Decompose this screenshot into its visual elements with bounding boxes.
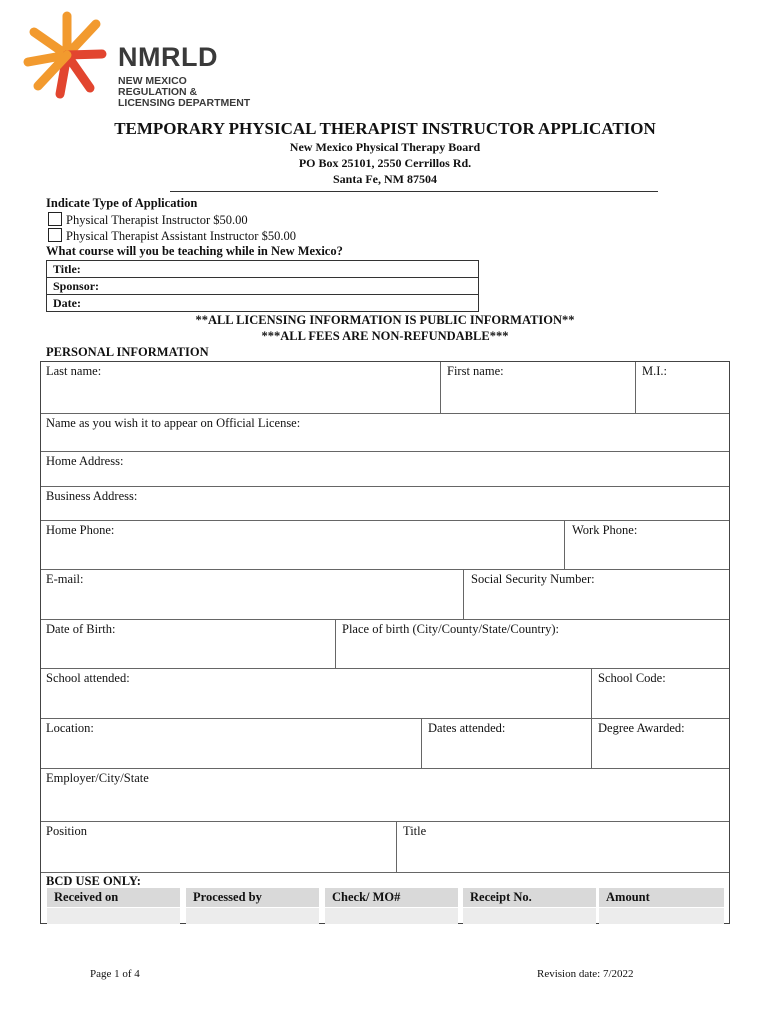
degree-awarded-field[interactable]: Degree Awarded: <box>598 721 685 735</box>
checkbox-pta-instructor[interactable] <box>48 228 62 242</box>
ssn-field[interactable]: Social Security Number: <box>471 572 595 586</box>
first-name-field[interactable]: First name: <box>447 364 504 378</box>
home-phone-field[interactable]: Home Phone: <box>46 523 115 537</box>
bcd-use-heading: BCD USE ONLY: <box>46 874 141 888</box>
starburst-logo-icon <box>22 10 112 100</box>
bcd-processed-cell <box>186 908 319 924</box>
revision-date: Revision date: 7/2022 <box>537 968 634 980</box>
non-refundable-notice: ***ALL FEES ARE NON-REFUNDABLE*** <box>261 329 509 343</box>
form-title: TEMPORARY PHYSICAL THERAPIST INSTRUCTOR APPLICATION <box>114 119 656 138</box>
brand-subtitle: NEW MEXICO REGULATION & LICENSING DEPARTMENT <box>118 75 251 109</box>
business-address-field[interactable]: Business Address: <box>46 489 138 503</box>
bcd-check-cell <box>325 908 458 924</box>
date-of-birth-field[interactable]: Date of Birth: <box>46 622 116 636</box>
last-name-field[interactable]: Last name: <box>46 364 102 378</box>
personal-info-grid <box>40 361 730 924</box>
page-number: Page 1 of 4 <box>90 968 140 980</box>
position-field[interactable]: Position <box>46 824 87 838</box>
course-title-field[interactable]: Title: <box>47 261 478 278</box>
bcd-amount-cell <box>599 908 724 924</box>
personal-info-heading: PERSONAL INFORMATION <box>46 345 209 359</box>
email-field[interactable]: E-mail: <box>46 572 84 586</box>
nmrld-logo <box>22 10 272 110</box>
work-phone-field[interactable]: Work Phone: <box>572 523 638 537</box>
birth-place-field[interactable]: Place of birth (City/County/State/Country): <box>342 622 559 636</box>
middle-initial-field[interactable]: M.I.: <box>642 364 667 378</box>
application-type-heading: Indicate Type of Application <box>46 196 198 210</box>
dates-attended-field[interactable]: Dates attended: <box>428 721 506 735</box>
header-divider <box>170 191 658 192</box>
board-address-line2: Santa Fe, NM 87504 <box>333 172 437 186</box>
school-code-field[interactable]: School Code: <box>598 671 666 685</box>
checkbox-pt-instructor[interactable] <box>48 212 62 226</box>
course-sponsor-field[interactable]: Sponsor: <box>47 278 478 295</box>
employer-field[interactable]: Employer/City/State <box>46 771 149 785</box>
bcd-received-cell <box>47 908 180 924</box>
bcd-header-receipt: Receipt No. <box>463 888 596 907</box>
public-info-notice: **ALL LICENSING INFORMATION IS PUBLIC INFORMATION** <box>195 313 575 327</box>
course-date-field[interactable]: Date: <box>53 296 81 310</box>
bcd-receipt-cell <box>463 908 596 924</box>
board-address-line1: PO Box 25101, 2550 Cerrillos Rd. <box>298 156 472 170</box>
bcd-header-received: Received on <box>47 888 180 907</box>
board-name: New Mexico Physical Therapy Board <box>289 140 481 154</box>
home-address-field[interactable]: Home Address: <box>46 454 124 468</box>
official-name-field[interactable]: Name as you wish it to appear on Official License: <box>46 416 301 430</box>
location-field[interactable]: Location: <box>46 721 94 735</box>
bcd-header-check: Check/ MO# <box>325 888 458 907</box>
brand-name: NMRLD <box>118 42 218 72</box>
job-title-field[interactable]: Title <box>403 824 427 838</box>
course-question: What course will you be teaching while in New Mexico? <box>46 244 343 258</box>
bcd-header-processed: Processed by <box>186 888 319 907</box>
school-attended-field[interactable]: School attended: <box>46 671 130 685</box>
option-pta-instructor[interactable]: Physical Therapist Assistant Instructor $50.00 <box>48 228 296 244</box>
bcd-header-amount: Amount <box>599 888 724 907</box>
course-table <box>46 260 479 312</box>
option-pt-instructor[interactable]: Physical Therapist Instructor $50.00 <box>48 212 248 228</box>
